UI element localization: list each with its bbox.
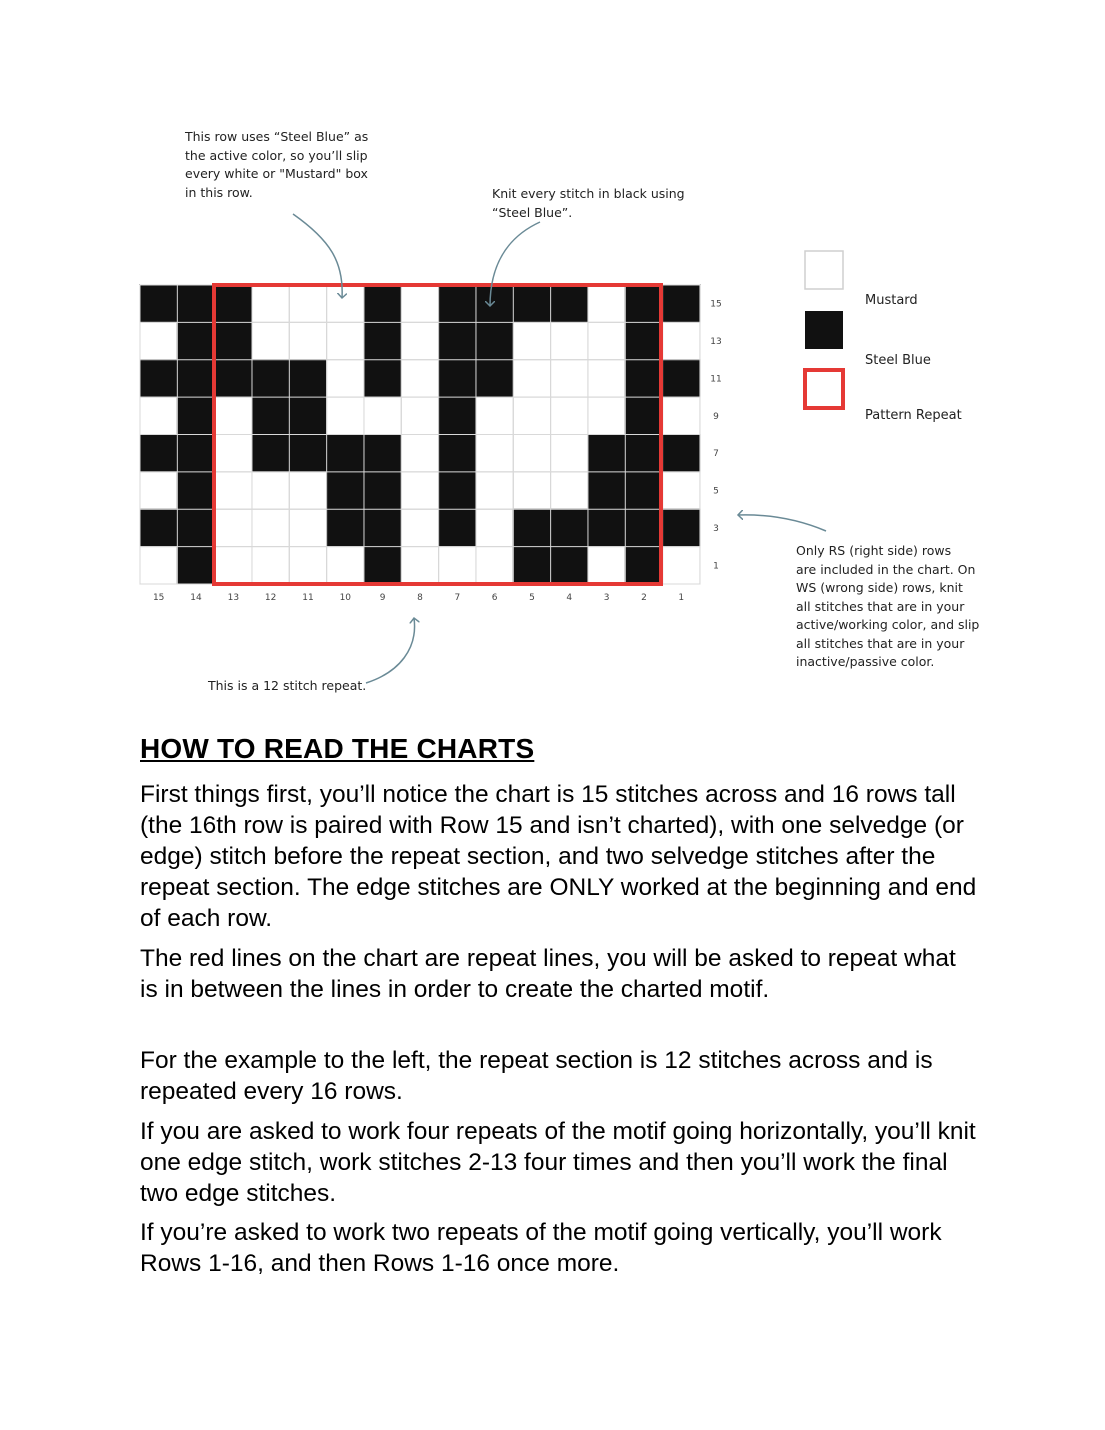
mustard-cell	[364, 397, 401, 434]
legend-pattern-repeat-label: Pattern Repeat	[865, 408, 962, 423]
steel-blue-cell	[177, 360, 214, 397]
mustard-cell	[551, 435, 588, 472]
paragraph-vertical: If you’re asked to work two repeats of the motif going vertically, you’ll work Rows 1-16, and then Rows 1-16 once more.	[140, 1219, 942, 1277]
steel-blue-cell	[289, 360, 326, 397]
repeat-annotation: This is a 12 stitch repeat.	[208, 678, 367, 693]
steel-blue-cell	[177, 397, 214, 434]
steel-blue-cell	[140, 285, 177, 322]
steel-blue-cell	[327, 435, 364, 472]
mustard-cell	[215, 435, 252, 472]
steel-blue-cell	[476, 360, 513, 397]
row-label: 5	[713, 486, 719, 497]
paragraph-repeat-lines: The red lines on the chart are repeat lines, you will be asked to repeat what is in between the lines in order to create the charted motif.	[140, 945, 956, 1003]
mustard-cell	[401, 509, 438, 546]
steel-blue-cell	[177, 472, 214, 509]
mustard-cell	[551, 472, 588, 509]
steel-blue-cell	[663, 360, 700, 397]
legend-repeat-swatch	[805, 370, 843, 408]
steel-blue-cell	[513, 285, 550, 322]
mustard-cell	[215, 472, 252, 509]
column-label: 5	[529, 593, 535, 603]
steel-blue-cell	[140, 360, 177, 397]
steel-blue-cell	[588, 472, 625, 509]
mustard-cell	[289, 285, 326, 322]
mustard-cell	[140, 547, 177, 584]
steel-blue-cell	[140, 435, 177, 472]
steel-blue-cell	[513, 509, 550, 546]
steel-blue-cell	[252, 360, 289, 397]
column-label: 6	[491, 593, 498, 603]
mustard-cell	[252, 547, 289, 584]
steel-blue-cell	[663, 509, 700, 546]
column-label: 4	[566, 593, 573, 603]
mustard-cell	[252, 322, 289, 359]
mustard-cell	[289, 472, 326, 509]
row-annotation: This row uses “Steel Blue” as the active color, so you’ll slip every white or "Mustard" box in this row.	[185, 129, 369, 200]
mustard-cell	[401, 322, 438, 359]
section-heading: HOW TO READ THE CHARTS	[140, 733, 535, 764]
steel-blue-cell	[364, 360, 401, 397]
mustard-cell	[140, 397, 177, 434]
steel-blue-cell	[439, 435, 476, 472]
mustard-cell	[401, 397, 438, 434]
steel-blue-cell	[252, 435, 289, 472]
mustard-cell	[513, 360, 550, 397]
mustard-cell	[327, 285, 364, 322]
mustard-cell	[588, 397, 625, 434]
paragraph-chart-size: First things first, you’ll notice the chart is 15 stitches across and 16 rows tall (the 16th row is paired with Row 15 and isn’t charted), with one selvedge (or edge) stitch before the repeat section, and two selvedge stitches after the repeat section. The edge stitches are ONLY worked at the beginning and end of each row.	[140, 781, 977, 932]
column-label: 11	[302, 593, 314, 603]
paragraph-example: For the example to the left, the repeat section is 12 stitches across and is repeated every 16 rows.	[140, 1047, 933, 1105]
column-label: 9	[379, 593, 386, 603]
mustard-cell	[215, 397, 252, 434]
steel-blue-cell	[252, 397, 289, 434]
mustard-cell	[327, 360, 364, 397]
steel-blue-cell	[476, 285, 513, 322]
column-label: 8	[417, 593, 423, 603]
steel-blue-cell	[625, 285, 662, 322]
steel-blue-cell	[476, 322, 513, 359]
mustard-cell	[289, 547, 326, 584]
mustard-cell	[289, 322, 326, 359]
mustard-cell	[140, 472, 177, 509]
column-labels	[153, 593, 684, 603]
steel-blue-cell	[625, 397, 662, 434]
steel-blue-cell	[439, 397, 476, 434]
mustard-cell	[252, 285, 289, 322]
mustard-cell	[588, 360, 625, 397]
mustard-cell	[476, 472, 513, 509]
row-label: 3	[713, 523, 719, 534]
steel-blue-cell	[364, 285, 401, 322]
legend-mustard-label: Mustard	[865, 293, 918, 308]
steel-blue-cell	[289, 435, 326, 472]
steel-blue-cell	[177, 509, 214, 546]
column-label: 10	[339, 593, 352, 603]
row-label: 13	[710, 337, 722, 348]
row-labels	[710, 300, 721, 572]
steel-blue-cell	[625, 322, 662, 359]
steel-blue-cell	[439, 472, 476, 509]
steel-blue-cell	[551, 285, 588, 322]
steel-blue-cell	[625, 360, 662, 397]
mustard-cell	[476, 509, 513, 546]
mustard-cell	[513, 322, 550, 359]
steel-blue-cell	[439, 360, 476, 397]
steel-blue-cell	[215, 285, 252, 322]
steel-blue-cell	[215, 322, 252, 359]
mustard-cell	[663, 547, 700, 584]
column-label: 2	[641, 593, 647, 603]
mustard-cell	[476, 435, 513, 472]
legend-steel-blue-swatch	[805, 311, 843, 349]
steel-blue-cell	[177, 285, 214, 322]
steel-blue-cell	[625, 435, 662, 472]
mustard-cell	[551, 322, 588, 359]
steel-blue-cell	[625, 509, 662, 546]
mustard-cell	[476, 397, 513, 434]
paragraph-horizontal: If you are asked to work four repeats of the motif going horizontally, you’ll knit one edge stitch, work stitches 2-13 four times and then you’ll work the final two edge stitches.	[140, 1118, 976, 1207]
steel-blue-cell	[177, 547, 214, 584]
black-stitch-annotation: Knit every stitch in black using “Steel Blue”.	[492, 186, 685, 220]
mustard-cell	[252, 472, 289, 509]
rs-rows-annotation: Only RS (right side) rows are included in the chart. On WS (wrong side) rows, knit all stitches that are in your active/working color, and slip all stitches that are in your inactive/passive color.	[796, 543, 980, 669]
steel-blue-cell	[177, 435, 214, 472]
legend-steel-blue-label: Steel Blue	[865, 353, 931, 368]
steel-blue-cell	[551, 547, 588, 584]
steel-blue-cell	[364, 509, 401, 546]
row-label: 9	[713, 411, 719, 422]
mustard-cell	[215, 547, 252, 584]
steel-blue-cell	[551, 509, 588, 546]
column-label: 3	[603, 593, 610, 603]
mustard-cell	[401, 547, 438, 584]
chart-grid	[140, 285, 700, 584]
steel-blue-cell	[439, 322, 476, 359]
steel-blue-cell	[327, 509, 364, 546]
steel-blue-cell	[625, 472, 662, 509]
mustard-cell	[252, 509, 289, 546]
row-label: 15	[710, 299, 722, 310]
mustard-cell	[588, 547, 625, 584]
column-label: 15	[152, 593, 165, 603]
row-label: 7	[713, 449, 719, 460]
steel-blue-cell	[289, 397, 326, 434]
steel-blue-cell	[364, 322, 401, 359]
mustard-cell	[476, 547, 513, 584]
steel-blue-cell	[439, 285, 476, 322]
mustard-cell	[401, 472, 438, 509]
mustard-cell	[663, 397, 700, 434]
column-label: 7	[454, 593, 461, 603]
steel-blue-cell	[663, 285, 700, 322]
steel-blue-cell	[364, 435, 401, 472]
mustard-cell	[663, 472, 700, 509]
arrow-to-row-numbers	[738, 515, 826, 531]
mustard-cell	[401, 360, 438, 397]
steel-blue-cell	[327, 472, 364, 509]
column-label: 13	[227, 593, 240, 603]
mustard-cell	[551, 360, 588, 397]
mustard-cell	[588, 285, 625, 322]
steel-blue-cell	[588, 509, 625, 546]
row-label: 11	[710, 374, 722, 385]
mustard-cell	[513, 397, 550, 434]
mustard-cell	[140, 322, 177, 359]
mustard-cell	[327, 322, 364, 359]
steel-blue-cell	[625, 547, 662, 584]
mustard-cell	[327, 547, 364, 584]
column-label: 1	[678, 593, 685, 603]
mustard-cell	[327, 397, 364, 434]
mustard-cell	[513, 435, 550, 472]
row-label: 1	[713, 561, 719, 572]
steel-blue-cell	[364, 547, 401, 584]
mustard-cell	[401, 435, 438, 472]
mustard-cell	[289, 509, 326, 546]
mustard-cell	[551, 397, 588, 434]
mustard-cell	[588, 322, 625, 359]
mustard-cell	[401, 285, 438, 322]
arrow-to-repeat	[366, 618, 415, 683]
column-label: 14	[190, 593, 202, 603]
steel-blue-cell	[439, 509, 476, 546]
mustard-cell	[663, 322, 700, 359]
steel-blue-cell	[663, 435, 700, 472]
legend-mustard-swatch	[805, 251, 843, 289]
steel-blue-cell	[215, 360, 252, 397]
steel-blue-cell	[177, 322, 214, 359]
column-label: 12	[264, 593, 277, 603]
steel-blue-cell	[513, 547, 550, 584]
steel-blue-cell	[364, 472, 401, 509]
steel-blue-cell	[140, 509, 177, 546]
mustard-cell	[513, 472, 550, 509]
mustard-cell	[439, 547, 476, 584]
mustard-cell	[215, 509, 252, 546]
steel-blue-cell	[588, 435, 625, 472]
